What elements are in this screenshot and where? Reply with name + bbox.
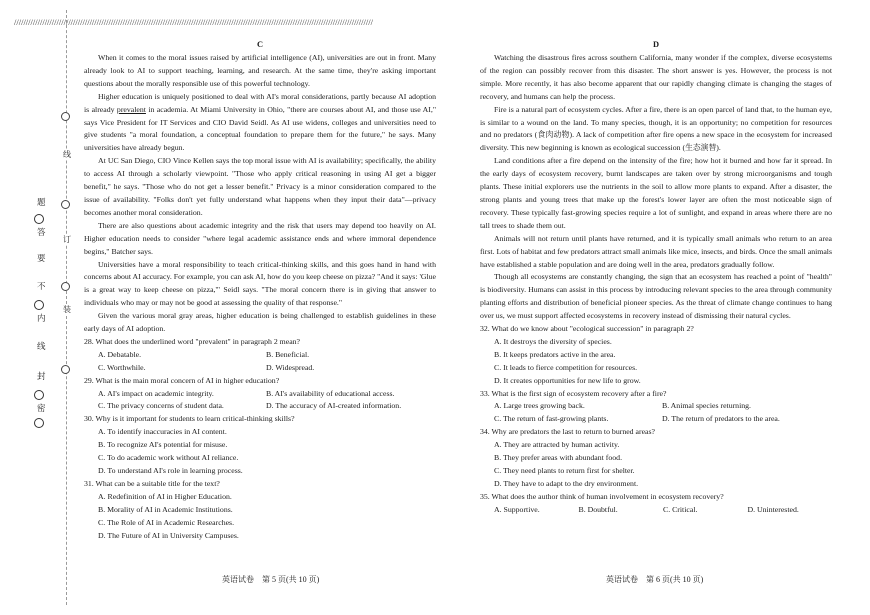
option[interactable]: B. AI's availability of educational access. bbox=[266, 388, 395, 398]
paragraph-text: in academia. At Miami University in Ohio, "there are courses about AI, and those use AI," says Vice President for IT Services and CIO David Seidl. As AI use widens, colleges and universities need to give students "a moral foundation, a conceptual foundation to prepare them for the future," he says. Many universities have already begun. bbox=[84, 104, 436, 153]
option[interactable]: A. Large trees growing back. bbox=[494, 401, 585, 411]
option[interactable]: A. AI's impact on academic integrity. bbox=[98, 388, 214, 398]
option[interactable]: C. The Role of AI in Academic Researches. bbox=[98, 517, 235, 527]
question-31: 31. What can be a suitable title for the text? bbox=[84, 478, 220, 488]
passage-heading: D bbox=[652, 40, 660, 49]
option[interactable]: B. To recognize AI's potential for misuse. bbox=[98, 440, 228, 450]
options-28 bbox=[84, 349, 436, 362]
side-char: 不 bbox=[37, 281, 46, 291]
paragraph: Land conditions after a fire depend on the intensity of the fire; how hot it burned and how far it spread. In the early days of ecosystem recovery, burnt landscapes are taken over by strong microorganisms and tough plants. These initial explorers use the nutrients in the soil to allow more plants to expand. After a disaster, the strong plants and young trees that make up the forest's lower layer are often the most noticeable sign of recovery. These typically fast-growing species require a lot of sunlight, and expand in areas where there are no tall trees to shade them out. bbox=[480, 156, 832, 230]
side-char: 要 bbox=[37, 253, 46, 263]
paragraph: Universities have a moral responsibility to teach critical-thinking skills, and this goes hand in hand with concerns about AI accuracy. For example, you can ask AI, how do you keep cheese on pizza? "And it says: 'Glue is a great way to keep cheese on pizza,'" Seidl says. "The moral concern there is in giving that answer to individuals who may or may not be good at assessing the quality of that response." bbox=[84, 259, 437, 308]
option[interactable]: B. They prefer areas with abundant food. bbox=[494, 453, 623, 463]
options-35 bbox=[480, 504, 832, 517]
option[interactable]: C. Critical. bbox=[663, 504, 698, 514]
paragraph: There are also questions about academic integrity and the risk that users may depend too heavily on AI. Higher education needs to consider "where legal academic assistance ends and where immoral dependence begins," Batcher says. bbox=[84, 220, 436, 256]
options-33 bbox=[480, 400, 832, 413]
binding-char-ding: 订 bbox=[63, 235, 71, 244]
side-char: 答 bbox=[37, 227, 46, 237]
side-char: 线 bbox=[37, 341, 46, 351]
paragraph: Watching the disastrous fires across southern California, many wonder if the complex, diverse ecosystems of the region can possibly recover from this disaster. The short answer is yes. However, the process is not simple. More recently, it has also become apparent that our rapidly changing climate is changing the stages of recovery, and humans can help the process. bbox=[480, 53, 832, 101]
option[interactable]: A. They are attracted by human activity. bbox=[494, 440, 620, 450]
option[interactable]: A. Supportive. bbox=[494, 504, 540, 514]
paragraph: Given the various moral gray areas, higher education is being challenged to establish guidelines in these early days of AI adoption. bbox=[84, 311, 436, 334]
option[interactable]: D. The return of predators to the area. bbox=[662, 414, 780, 424]
options-29 bbox=[84, 400, 436, 413]
binding-char-xian: 线 bbox=[63, 150, 71, 159]
paragraph-text: Higher education is uniquely positioned to deal with AI's moral considerations, partly because AI adoption is already bbox=[84, 91, 436, 114]
paragraph: Animals will not return until plants have returned, and it is typically small animals who return to an area first. Lots of habitat and few predators attract small animals like mice, insects, and birds. Once the small animals have established a stable population and are doing well in the area, predators gradually follow. bbox=[480, 233, 832, 269]
option[interactable]: D. The accuracy of AI-created information. bbox=[266, 401, 402, 411]
side-char: 内 bbox=[37, 313, 46, 323]
option[interactable]: B. Doubtful. bbox=[578, 504, 618, 514]
slash-border: //////////////////////////////////////////////////////////////////////////////////////////////////////////////////////////////////////////////////////// bbox=[14, 17, 373, 27]
option[interactable]: A. To identify inaccuracies in AI content. bbox=[98, 427, 227, 437]
hole-marker-icon bbox=[61, 112, 70, 121]
side-char: 密 bbox=[37, 403, 46, 413]
hole-marker-icon bbox=[61, 200, 70, 209]
passage-heading: C bbox=[256, 40, 264, 49]
option[interactable]: B. Animal species returning. bbox=[662, 401, 751, 411]
option[interactable]: D. The Future of AI in University Campuses. bbox=[98, 530, 239, 540]
options-33 bbox=[480, 413, 832, 426]
passage-d bbox=[480, 40, 832, 517]
option[interactable]: C. They need plants to return first for shelter. bbox=[494, 466, 635, 475]
question-33: 33. What is the first sign of ecosystem recovery after a fire? bbox=[480, 388, 667, 398]
option[interactable]: D. It creates opportunities for new life to grow. bbox=[494, 375, 641, 385]
option[interactable]: C. The return of fast-growing plants. bbox=[494, 414, 609, 424]
circle-icon bbox=[34, 214, 44, 224]
option[interactable]: D. To understand AI's role in learning process. bbox=[98, 466, 243, 475]
option[interactable]: B. It keeps predators active in the area. bbox=[494, 349, 616, 359]
option[interactable]: A. It destroys the diversity of species. bbox=[494, 336, 612, 346]
paragraph: Fire is a natural part of ecosystem cycles. After a fire, there is an open parcel of land that, to the human eye, is similar to a wound on the land. To many species, though, it is an opportunity; no competition for resources and no predators (食肉动物). A lack of competition after fire opens a new space in the ecosystem for increased diversity. This new beginning is known as ecological succession (生态演替). bbox=[480, 104, 832, 153]
option[interactable]: C. The privacy concerns of student data. bbox=[98, 401, 224, 411]
option[interactable]: A. Debatable. bbox=[98, 349, 142, 359]
option[interactable]: D. Widespread. bbox=[266, 362, 315, 372]
options-29 bbox=[84, 388, 436, 401]
question-28: 28. What does the underlined word "prevalent" in paragraph 2 mean? bbox=[84, 336, 301, 346]
question-30: 30. Why is it important for students to learn critical-thinking skills? bbox=[84, 414, 295, 424]
option[interactable]: B. Beneficial. bbox=[266, 349, 310, 359]
option[interactable]: A. Redefinition of AI in Higher Education. bbox=[98, 491, 232, 501]
circle-icon bbox=[34, 300, 44, 310]
circle-icon bbox=[34, 418, 44, 428]
passage-c bbox=[84, 40, 436, 542]
option[interactable]: C. To do academic work without AI reliance. bbox=[98, 453, 239, 463]
option[interactable]: C. It leads to fierce competition for resources. bbox=[494, 362, 638, 372]
question-32: 32. What do we know about "ecological succession" in paragraph 2? bbox=[480, 324, 694, 334]
paragraph: When it comes to the moral issues raised by artificial intelligence (AI), universities are out in front. Many already look to AI to support teaching, learning, and research. At the same time, they're asking important questions about the morally responsible use of this powerful technology. bbox=[84, 53, 436, 88]
option[interactable]: D. Uninterested. bbox=[747, 504, 799, 514]
binding-char-zhuang: 装 bbox=[63, 305, 71, 314]
option[interactable]: C. Worthwhile. bbox=[98, 362, 146, 372]
question-34: 34. Why are predators the last to return to burned areas? bbox=[480, 427, 656, 437]
paragraph: Though all ecosystems are constantly changing, the sign that an ecosystem has reached a point of "health" is biodiversity. Humans can assist in this process by introducing relevant species to the area through community planting efforts and distribution of beneficial pioneer species. As the threat of climate change continues to hang over us, we must support affected ecosystems in recovery instead of dismissing their natural cycles. bbox=[480, 272, 832, 321]
side-char: 封 bbox=[37, 371, 46, 381]
circle-icon bbox=[34, 390, 44, 400]
option[interactable]: B. Morality of AI in Academic Institutions. bbox=[98, 504, 233, 514]
paragraph bbox=[84, 91, 436, 156]
question-29: 29. What is the main moral concern of AI in higher education? bbox=[84, 375, 280, 385]
hole-marker-icon bbox=[61, 282, 70, 291]
paragraph: At UC San Diego, CIO Vince Kellen says the top moral issue with AI is availability; specifically, the ability to access AI through a scholarly viewpoint. "Those who apply critical reasoning in using AI get a bigger benefit," he says. "Those who do not get a lesser benefit." Privacy is a minor consideration compared to the issue of availability. "Folks don't yet fully understand what happens when they input their data"—privacy becomes another moral consideration. bbox=[84, 156, 436, 217]
option[interactable]: D. They have to adapt to the dry environment. bbox=[494, 478, 639, 488]
underlined-word: prevalent bbox=[116, 104, 146, 114]
page-footer-left: 英语试卷 第 5 页(共 10 页) bbox=[222, 575, 320, 584]
side-char: 题 bbox=[37, 197, 46, 207]
hole-marker-icon bbox=[61, 365, 70, 374]
page-footer-right: 英语试卷 第 6 页(共 10 页) bbox=[606, 575, 704, 584]
options-28 bbox=[84, 362, 436, 375]
question-35: 35. What does the author think of human involvement in ecosystem recovery? bbox=[480, 491, 724, 501]
